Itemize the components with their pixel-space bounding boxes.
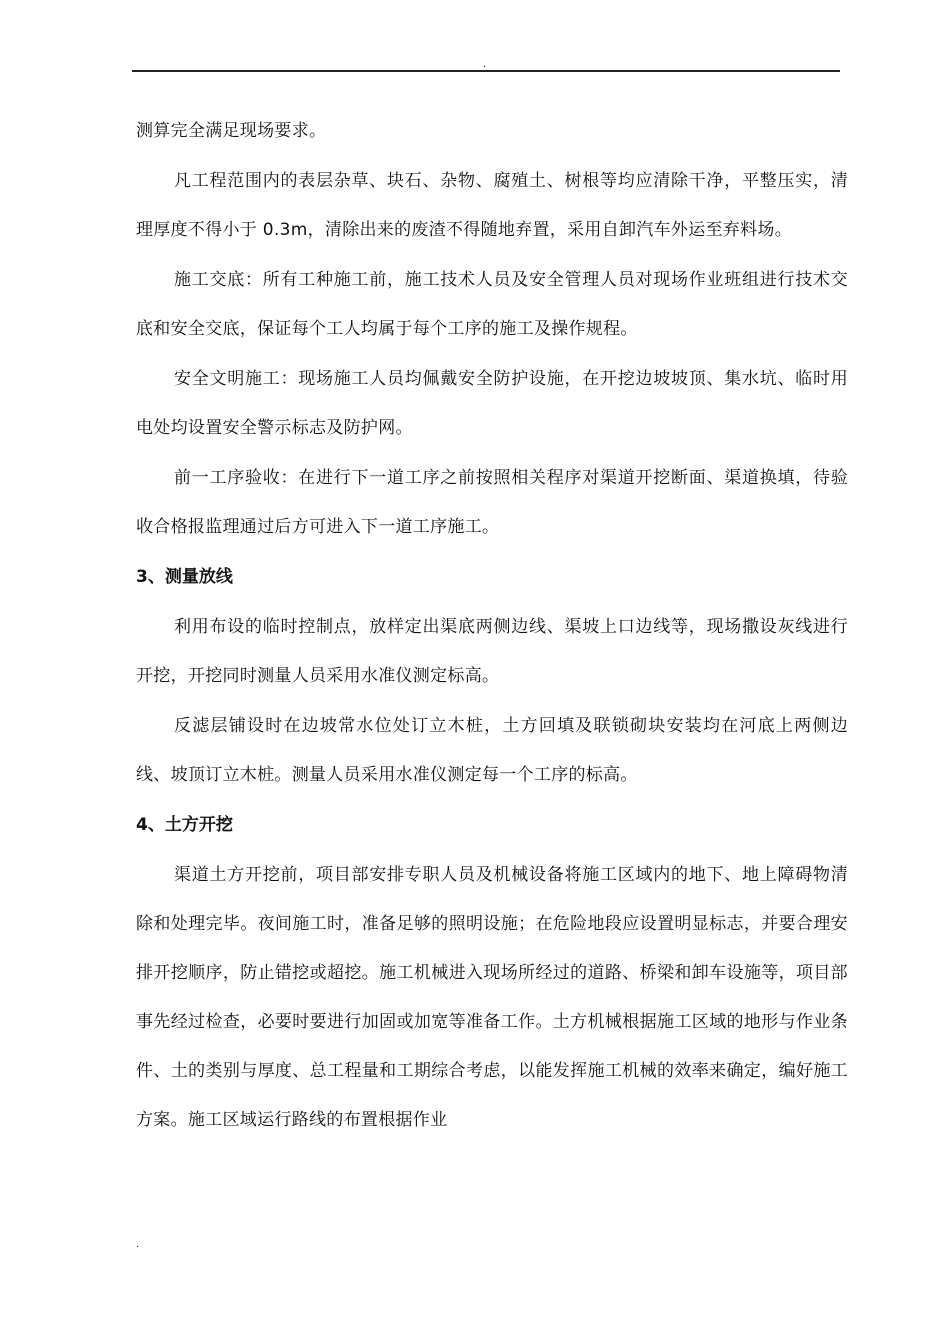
paragraph-control-points: 利用布设的临时控制点，放样定出渠底两侧边线、渠坡上口边线等，现场撒设灰线进行开挖，开挖同时测量人员采用水准仪测定标高。 [136,617,848,686]
paragraph-surface-clearing: 凡工程范围内的表层杂草、块石、杂物、腐殖土、树根等均应清除干净，平整压实，清理厚度不得小于 0.3m，清除出来的废渣不得随地弃置，采用自卸汽车外运至弃料场。 [136,171,848,240]
paragraph-excavation: 渠道土方开挖前，项目部安排专职人员及机械设备将施工区域内的地下、地上障碍物清除和处理完毕。夜间施工时，准备足够的照明设施；在危险地段应设置明显标志，并要合理安排开挖顺序，防止错挖或超挖。施工机械进入现场所经过的道路、桥梁和卸车设施等，项目部事先经过检查，必要时要进行加固或加宽等准备工作。土方机械根据施工区域的地形与作业条件、土的类别与厚度、总工程量和工期综合考虑，以能发挥施工机械的效率来确定，编好施工方案。施工区域运行路线的布置根据作业 [136,865,848,1130]
section-heading-surveying: 3、测量放线 [136,567,233,587]
paragraph-safety: 安全文明施工：现场施工人员均佩戴安全防护设施，在开挖边坡坡顶、集水坑、临时用电处均设置安全警示标志及防护网。 [136,369,848,438]
header-divider [132,70,840,72]
section-heading-excavation: 4、土方开挖 [136,815,233,835]
paragraph-construction-briefing: 施工交底：所有工种施工前，施工技术人员及安全管理人员对现场作业班组进行技术交底和安全交底，保证每个工人均属于每个工序的施工及操作规程。 [136,270,848,339]
paragraph-filter-layer: 反滤层铺设时在边坡常水位处订立木桩，土方回填及联锁砌块安装均在河底上两侧边线、坡顶订立木桩。测量人员采用水准仪测定每一个工序的标高。 [136,716,848,785]
paragraph-acceptance: 前一工序验收：在进行下一道工序之前按照相关程序对渠道开挖断面、渠道换填，待验收合格报监理通过后方可进入下一道工序施工。 [136,468,848,537]
header-mark: . [483,59,487,70]
footer-mark: . [136,1239,140,1250]
paragraph-continuation: 测算完全满足现场要求。 [136,121,327,141]
document-body [136,107,848,1146]
